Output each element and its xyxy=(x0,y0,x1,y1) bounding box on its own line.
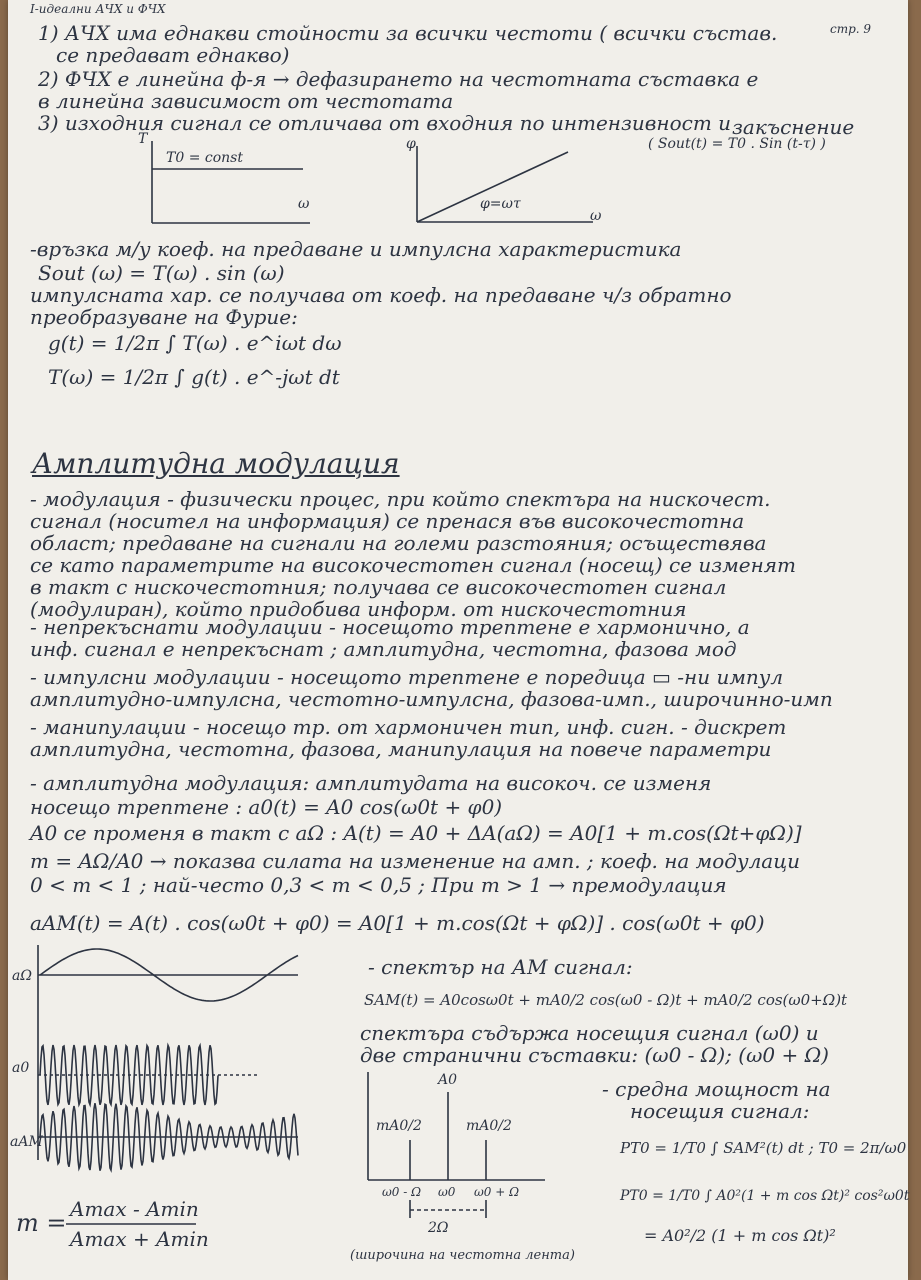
notebook-page xyxy=(8,0,908,1280)
phase-response-graph xyxy=(403,140,603,230)
spectrum-title: - спектър на АМ сигнал: xyxy=(368,955,633,979)
wave1-label: aΩ xyxy=(12,968,32,984)
am-def-line-5: 0 < m < 1 ; най-често 0,3 < m < 0,5 ; При m > 1 → премодулация xyxy=(30,873,727,897)
tick-upper: ω0 + Ω xyxy=(474,1185,520,1199)
m-formula-denominator: Amax + Amin xyxy=(70,1227,209,1251)
relation-line-3: импулсната хар. се получава от коеф. на предаване ч/з обратно xyxy=(30,283,732,307)
ideal-line-6: закъснение xyxy=(732,115,855,139)
spectrum-lower-label: mA0/2 xyxy=(376,1118,422,1134)
power-formula-2: PT0 = 1/T0 ∫ A0²(1 + m cos Ωt)² cos²ω0t xyxy=(620,1188,910,1204)
wave3-label: aAM xyxy=(10,1134,43,1150)
graph2-x-label: ω xyxy=(590,208,602,224)
tick-lower: ω0 - Ω xyxy=(382,1185,422,1199)
am-signal-formula: aAM(t) = A(t) . cos(ω0t + φ0) = A0[1 + m.cos(Ωt + φΩ)] . cos(ω0t + φ0) xyxy=(30,911,765,935)
am-def-line-2: носещо трептене : a0(t) = A0 cos(ω0t + φ0) xyxy=(30,795,503,819)
ideal-line-2: се предават еднакво) xyxy=(56,43,290,67)
graph1-x-label: ω xyxy=(298,196,310,212)
modulation-line-4: се като параметрите на високочестотен сигнал (носещ) се изменят xyxy=(30,553,796,577)
modulation-line-6: (модулиран), който придобива информ. от нискочестотния xyxy=(30,597,687,621)
fourier-formula-1: g(t) = 1/2π ∫ T(ω) . e^iωt dω xyxy=(48,331,342,355)
keying-line-2: амплитудна, честотна, фазова, манипулация на повече параметри xyxy=(30,737,772,761)
ideal-line-1: 1) АЧХ има еднакви стойности за всички честоти ( всички състав. xyxy=(38,21,778,45)
page-number: стр. 9 xyxy=(830,22,872,36)
bandwidth-caption: (широчина на честотна лента) xyxy=(350,1248,575,1263)
power-formula-1: PT0 = 1/T0 ∫ SAM²(t) dt ; T0 = 2π/ω0 xyxy=(620,1139,907,1157)
graph2-phase-label: φ=ωτ xyxy=(480,196,521,212)
bandwidth-label: 2Ω xyxy=(428,1220,449,1236)
relation-line-4: преобразуване на Фурие: xyxy=(30,305,298,329)
relation-line-1: -връзка м/у коеф. на предаване и импулсна характеристика xyxy=(30,237,682,261)
graph1-const-label: T0 = const xyxy=(166,150,243,166)
m-formula-numerator: Amax - Amin xyxy=(70,1197,199,1221)
am-def-line-3: A0 се променя в такт с aΩ : A(t) = A0 + ΔA(aΩ) = A0[1 + m.cos(Ωt+φΩ)] xyxy=(30,821,802,845)
m-fraction-bar xyxy=(66,1222,206,1226)
wave2-label: a0 xyxy=(12,1060,30,1076)
modulation-line-2: сигнал (носител на информация) се пренася във високочестотна xyxy=(30,509,745,533)
ideal-line-3: 2) ФЧХ е линейна ф-я → дефазирането на честотната съставка е xyxy=(38,67,759,91)
carrier-wave xyxy=(40,1045,218,1105)
corner-title: I-идеални АЧХ и ФЧХ xyxy=(30,2,166,16)
spectrum-carrier-label: A0 xyxy=(438,1072,458,1088)
power-formula-3: = A0²/2 (1 + m cos Ωt)² xyxy=(644,1226,836,1245)
modulation-line-1: - модулация - физически процес, при който спектъра на нискочест. xyxy=(30,487,771,511)
spectrum-line-1: спектъра съдържа носещия сигнал (ω0) и xyxy=(360,1021,819,1045)
spectrum-upper-label: mA0/2 xyxy=(466,1118,512,1134)
spectrum-line-2: две странични съставки: (ω0 - Ω); (ω0 + Ω) xyxy=(360,1043,829,1067)
modulation-line-3: област; предаване на сигнали на големи разстояния; осъществява xyxy=(30,531,767,555)
am-def-line-1: - амплитудна модулация: амплитудата на високоч. се изменя xyxy=(30,771,712,795)
am-heading: Амплитудна модулация xyxy=(32,447,400,480)
am-def-line-4: m = AΩ/A0 → показва силата на изменение на амп. ; коеф. на модулаци xyxy=(30,849,801,873)
graph2-y-label: φ xyxy=(406,136,416,152)
spectrum-formula: SAM(t) = A0cosω0t + mA0/2 cos(ω0 - Ω)t + mA0/2 cos(ω0+Ω)t xyxy=(364,991,848,1009)
continuous-line-2: инф. сигнал е непрекъснат ; амплитудна, честотна, фазова мод xyxy=(30,637,737,661)
pulse-line-2: амплитудно-импулсна, честотно-импулсна, фазова-имп., широчинно-имп xyxy=(30,687,833,711)
graph1-y-label: T xyxy=(138,131,148,147)
fourier-formula-2: T(ω) = 1/2π ∫ g(t) . e^-jωt dt xyxy=(48,365,340,389)
power-title-1: - средна мощност на xyxy=(602,1077,831,1101)
delay-formula: ( Sout(t) = T0 . Sin (t-τ) ) xyxy=(648,136,826,152)
continuous-line-1: - непрекъснати модулации - носещото трептене е хармонично, а xyxy=(30,615,750,639)
m-formula-lhs: m = xyxy=(16,1209,67,1237)
ideal-line-4: в линейна зависимост от честотата xyxy=(38,89,454,113)
ideal-line-5: 3) изходния сигнал се отличава от входния по интензивност и xyxy=(38,111,732,135)
pulse-line-1: - импулсни модулации - носещото трептене е поредица ▭ -ни импул xyxy=(30,665,784,689)
keying-line-1: - манипулации - носещо тр. от хармоничен тип, инф. сигн. - дискрет xyxy=(30,715,787,739)
relation-line-2: Sout (ω) = T(ω) . sin (ω) xyxy=(38,261,285,285)
waveforms-drawing xyxy=(28,945,313,1165)
power-title-2: носещия сигнал: xyxy=(630,1099,810,1123)
tick-carrier: ω0 xyxy=(438,1185,456,1199)
modulation-line-5: в такт с нискочестотния; получава се високочестотен сигнал xyxy=(30,575,727,599)
